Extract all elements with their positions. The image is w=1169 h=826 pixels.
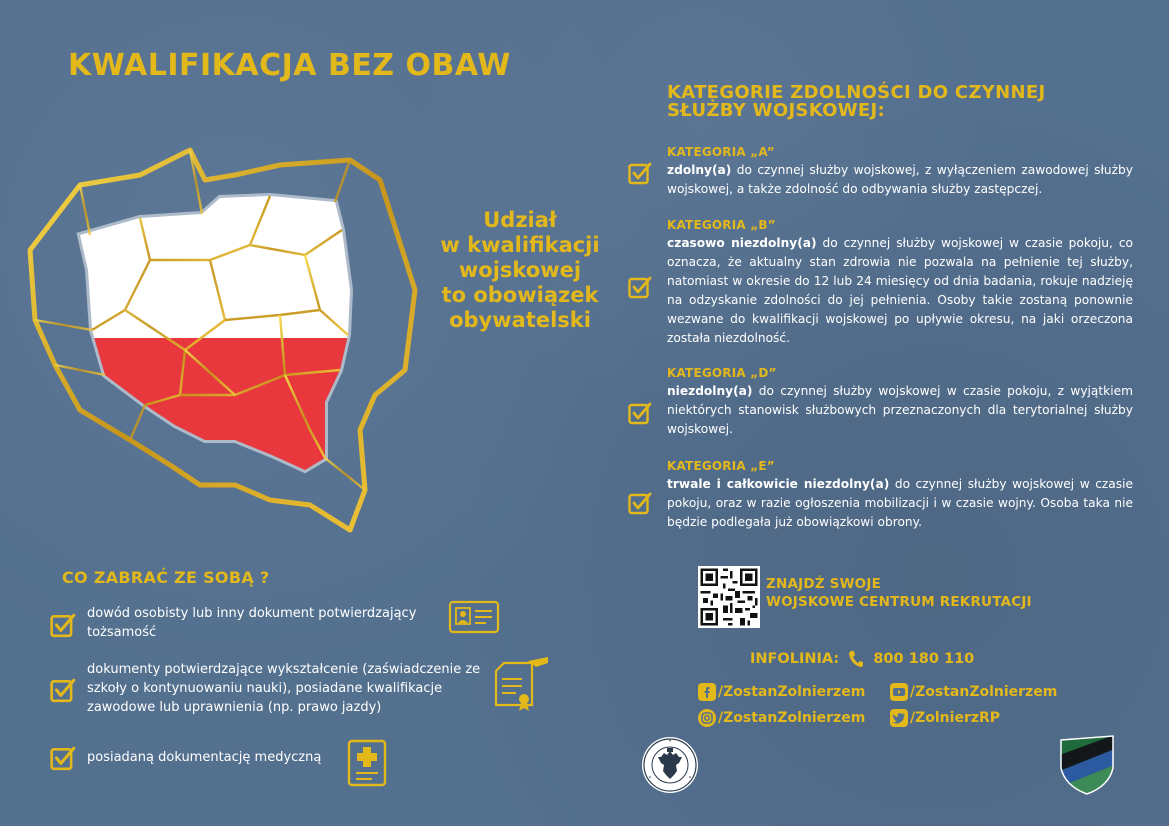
recruitment-center-link[interactable] <box>766 575 1032 611</box>
military-emblem-logo <box>640 735 700 795</box>
bring-item <box>50 604 500 644</box>
bring-title: CO ZABRAĆ ZE SOBĄ ? <box>62 568 270 587</box>
checkbox-icon <box>628 275 652 299</box>
recruitment-line: ZNAJDŹ SWOJE <box>766 576 881 592</box>
social-youtube[interactable] <box>890 683 1057 701</box>
category-bold: czasowo niezdolny(a) <box>667 236 817 250</box>
categories-title-line: SŁUŻBY WOJSKOWEJ: <box>667 100 885 121</box>
checkbox-icon <box>628 491 652 515</box>
social-handle: /ZostanZolnierzem <box>718 710 866 726</box>
facebook-icon <box>698 683 716 701</box>
categories-title <box>667 84 1045 120</box>
category-description <box>667 161 1133 199</box>
category-bold: trwale i całkowicie niezdolny(a) <box>667 477 890 491</box>
checkbox-icon <box>628 401 652 425</box>
slogan <box>400 208 640 333</box>
slogan-line: w kwalifikacji <box>440 233 600 257</box>
category-bold: niezdolny(a) <box>667 384 753 398</box>
instagram-icon <box>698 709 716 727</box>
slogan-line: obywatelski <box>449 308 591 332</box>
category-description <box>667 382 1133 439</box>
checkbox-icon <box>50 677 76 703</box>
medical-document-icon <box>346 738 390 790</box>
infoline <box>750 650 974 668</box>
category-text: do czynnej służby wojskowej w czasie pokoju, z wyjątkiem niektórych stanowisk służbowych przeznaczonych dla terytorialnej służby wojskowej. <box>667 384 1133 436</box>
social-twitter[interactable] <box>890 709 1000 727</box>
category-text: do czynnej służby wojskowej w czasie pokoju, oraz w razie ogłoszenia mobilizacji i w czasie wojny. Osoba taka nie będzie podlegała już obowiązkowi obrony. <box>667 477 1134 529</box>
bring-item <box>50 742 500 792</box>
qr-code[interactable] <box>698 566 760 628</box>
id-card-icon <box>448 600 500 636</box>
slogan-line: to obowiązek <box>441 283 599 307</box>
bring-item-text: posiadaną dokumentację medyczną <box>87 750 322 765</box>
category-bold: zdolny(a) <box>667 163 732 177</box>
infoline-label: INFOLINIA: <box>750 651 840 667</box>
twitter-icon <box>890 709 908 727</box>
slogan-line: Udział <box>483 208 557 232</box>
shield-logo <box>1057 734 1117 796</box>
categories-title-line: KATEGORIE ZDOLNOŚCI DO CZYNNEJ <box>667 82 1046 103</box>
category-name: KATEGORIA „E” <box>667 459 775 473</box>
infoline-number[interactable]: 800 180 110 <box>873 651 975 667</box>
checkbox-icon <box>50 745 76 771</box>
social-handle: /ZostanZolnierzem <box>718 684 866 700</box>
phone-icon <box>848 650 864 668</box>
checkbox-icon <box>628 161 652 185</box>
social-instagram[interactable] <box>698 709 865 727</box>
youtube-icon <box>890 683 908 701</box>
category-name: KATEGORIA „D” <box>667 366 777 380</box>
bring-item <box>50 660 500 720</box>
bring-item-text: dokumenty potwierdzające wykształcenie (zaświadczenie ze szkoły o kontynuowaniu nauki), posiadane kwalifikacje zawodowe lub uprawnienia (np. prawo jazdy) <box>87 662 481 715</box>
slogan-line: wojskowej <box>458 258 582 282</box>
category-description <box>667 234 1133 348</box>
category-text: do czynnej służby wojskowej, z wyłączeniem zawodowej służby wojskowej, a także zdolność do odbywania służby zastępczej. <box>667 163 1133 196</box>
category-description <box>667 475 1133 532</box>
category-name: KATEGORIA „A” <box>667 145 775 159</box>
page-title: KWALIFIKACJA BEZ OBAW <box>68 48 511 83</box>
social-facebook[interactable] <box>698 683 865 701</box>
social-handle: /ZostanZolnierzem <box>910 684 1058 700</box>
category-text: do czynnej służby wojskowej w czasie pokoju, co oznacza, że aktualny stan zdrowia nie pozwala na pełnienie tej służby, natomiast w okresie do 12 lub 24 miesięcy od dnia badania, rokuje nadzieję na odzyskanie zdolności do jej pełnienia. Osoby takie zostaną ponownie wezwane do kwalifikacji wojskowej po upływie okresu, na jaki orzeczona została niezdolność. <box>667 236 1133 345</box>
checkbox-icon <box>50 612 76 638</box>
category-name: KATEGORIA „B” <box>667 218 776 232</box>
poland-map-illustration <box>20 140 440 540</box>
social-handle: /ZolnierzRP <box>910 710 1001 726</box>
recruitment-line: WOJSKOWE CENTRUM REKRUTACJI <box>766 594 1032 610</box>
diploma-icon <box>492 655 550 713</box>
bring-item-text: dowód osobisty lub inny dokument potwierdzający tożsamość <box>87 606 417 640</box>
